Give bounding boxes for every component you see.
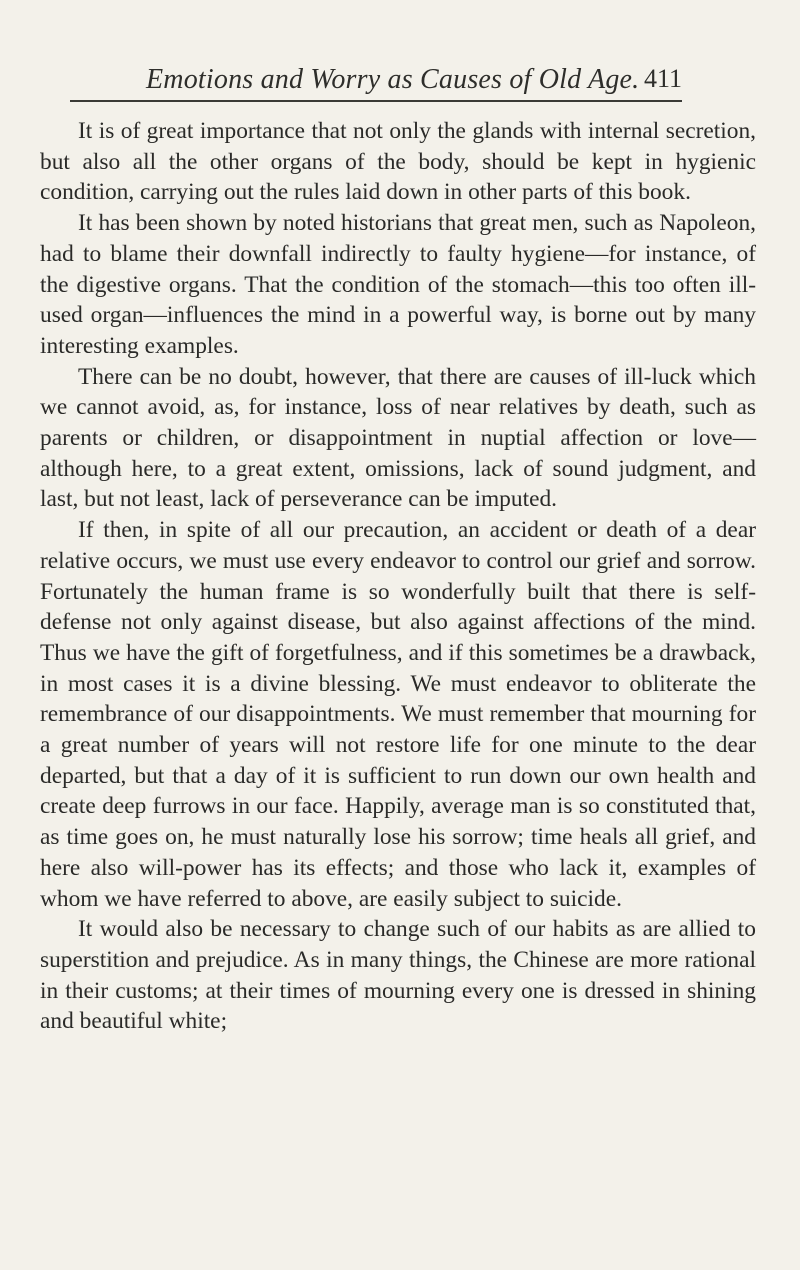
header-rule (70, 100, 682, 102)
body-text (40, 116, 756, 1037)
paragraph-3: There can be no doubt, however, that there are causes of ill-luck which we cannot avoid, as, for instance, loss of near relatives by death, such as parents or children, or disappointment in nuptial affection or love—although here, to a great extent, omissions, lack of sound judgment, and last, but not least, lack of perseverance can be imputed. (40, 363, 756, 513)
paragraph-2: It has been shown by noted historians that great men, such as Napoleon, had to blame their downfall indirectly to faulty hygiene—for instance, of the digestive organs. That the condition of the stomach—this too often ill-used organ—influences the mind in a powerful way, is borne out by many interesting examples. (40, 210, 756, 359)
running-title: Emotions and Worry as Causes of Old Age. (146, 64, 640, 95)
page-header (70, 62, 682, 102)
page-number: 411 (643, 64, 682, 93)
paragraph-4: If then, in spite of all our precaution, an accident or death of a dear relative occurs, we must use every endeavor to control our grief and sorrow. Fortunately the human frame is so wonderfully built that there is self-defense not only against disease, but also against affections of the mind. Thus we have the gift of forgetfulness, and if this sometimes be a drawback, in most cases it is a divine blessing. We must endeavor to obliterate the remembrance of our disappointments. We must remember that mourning for a great number of years will not restore life for one minute to the dear departed, but that a day of it is sufficient to run down our own health and create deep furrows in our face. Happily, average man is so constituted that, as time goes on, he must naturally lose his sorrow; time heals all grief, and here also will-power has its effects; and those who lack it, examples of whom we have referred to above, are easily subject to suicide. (40, 517, 756, 912)
paragraph-5: It would also be necessary to change such of our habits as are allied to superstition and prejudice. As in many things, the Chinese are more rational in their customs; at their times of mourning every one is dressed in shining and beautiful white; (40, 916, 756, 1035)
paragraph-1: It is of great importance that not only the glands with internal secretion, but also all the other organs of the body, should be kept in hygienic condition, carrying out the rules laid down in other parts of this book. (40, 118, 756, 206)
